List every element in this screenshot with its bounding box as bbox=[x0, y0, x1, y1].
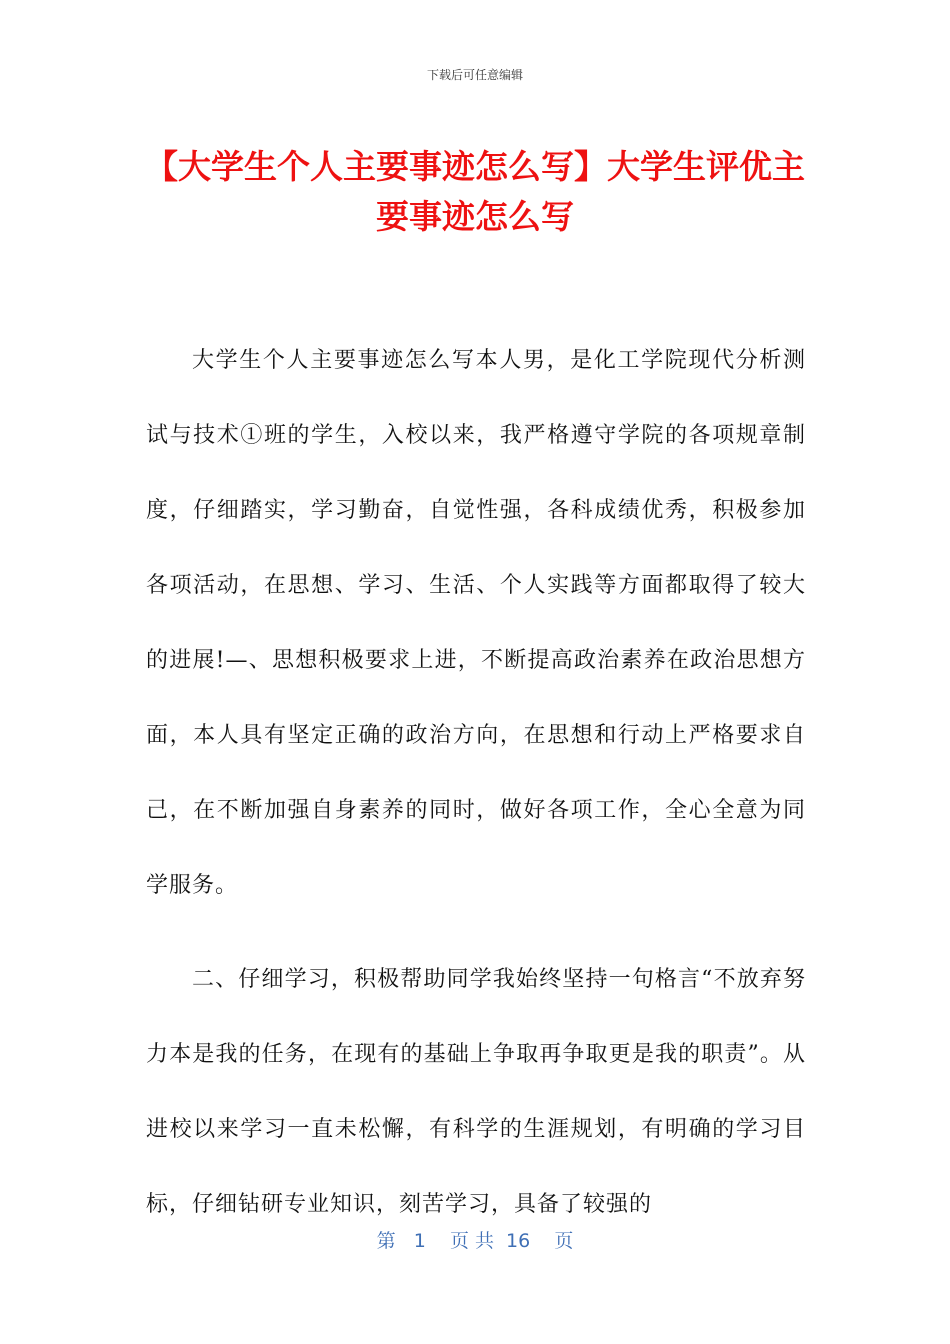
document-body bbox=[146, 323, 806, 1261]
header-note: 下载后可任意编辑 bbox=[426, 68, 523, 82]
paragraph-2: 二、仔细学习，积极帮助同学我始终坚持一句格言“不放弃努力本是我的任务，在现有的基础上争取再争取更是我的职责”。从进校以来学习一直未松懈，有科学的生涯规划，有明确的学习目标，仔细钻研专业知识，刻苦学习，具备了较强的 bbox=[146, 967, 806, 1217]
page-number-footer: 第 1 页 共 16 页 bbox=[376, 1230, 574, 1252]
document-title: 【大学生个人主要事迹怎么写】大学生评优主要事迹怎么写 bbox=[145, 147, 805, 236]
paragraph-1: 大学生个人主要事迹怎么写本人男，是化工学院现代分析测试与技术①班的学生，入校以来，我严格遵守学院的各项规章制度，仔细踏实，学习勤奋，自觉性强，各科成绩优秀，积极参加各项活动，在思想、学习、生活、个人实践等方面都取得了较大的进展!—、思想积极要求上进，不断提高政治素养在政治思想方面，本人具有坚定正确的政治方向，在思想和行动上严格要求自己，在不断加强自身素养的同时，做好各项工作，全心全意为同学服务。 bbox=[146, 348, 806, 898]
